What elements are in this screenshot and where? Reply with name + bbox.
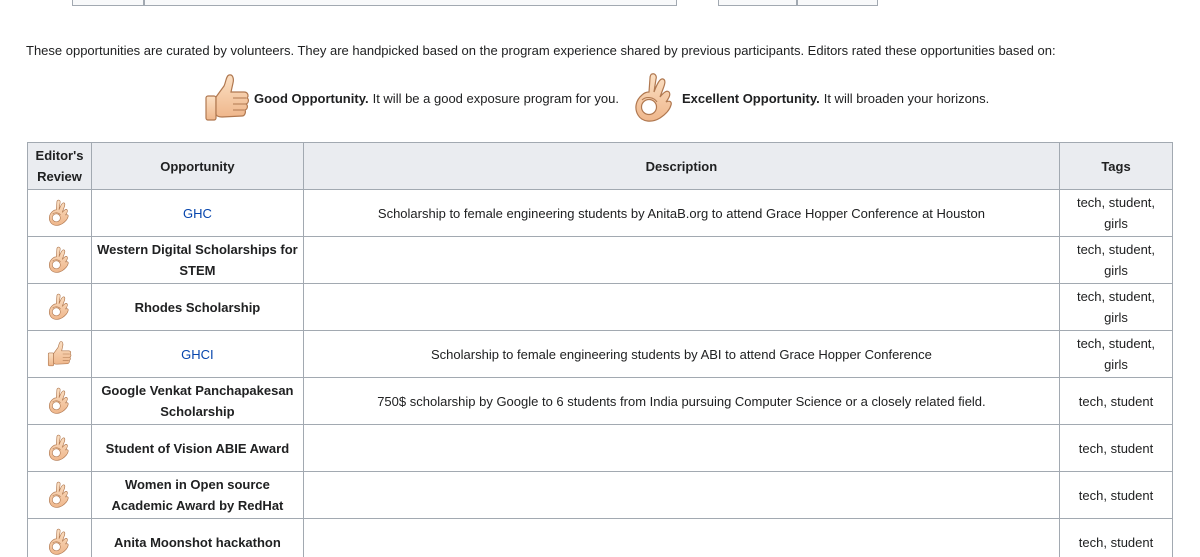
top-box-left xyxy=(72,0,677,6)
review-cell xyxy=(28,425,92,472)
header-tags[interactable]: Tags xyxy=(1060,143,1173,190)
opportunity-name: Rhodes Scholarship xyxy=(134,299,261,315)
table-row xyxy=(28,237,1173,284)
opportunity-name: Anita Moonshot hackathon xyxy=(113,534,281,550)
opportunity-cell[interactable] xyxy=(91,331,303,378)
opportunity-cell xyxy=(91,237,303,284)
opportunity-cell xyxy=(91,472,303,519)
opportunity-link[interactable]: GHCI xyxy=(181,346,214,362)
description-cell: 750$ scholarship by Google to 6 students from India pursuing Computer Science or a closely related field. xyxy=(303,378,1059,425)
legend-good xyxy=(202,68,619,128)
review-cell xyxy=(28,472,92,519)
ok-hand-icon xyxy=(46,245,72,275)
legend-good-text: It will be a good exposure program for you. xyxy=(372,90,619,106)
header-review-line2: Review xyxy=(37,169,82,184)
header-review-line1: Editor's xyxy=(35,148,84,163)
review-cell xyxy=(28,331,92,378)
opportunity-cell xyxy=(91,378,303,425)
opportunity-name: Google Venkat Panchapakesan Scholarship xyxy=(101,383,294,419)
header-opportunity[interactable]: Opportunity xyxy=(91,143,303,190)
legend-good-title: Good Opportunity. xyxy=(254,90,369,106)
table-row xyxy=(28,425,1173,472)
opportunity-link[interactable]: GHC xyxy=(182,205,212,221)
opportunity-name: Western Digital Scholarships for STEM xyxy=(97,242,298,278)
review-cell xyxy=(28,284,92,331)
description-cell xyxy=(303,472,1059,519)
table-row xyxy=(28,519,1173,557)
opportunity-cell xyxy=(91,284,303,331)
description-cell xyxy=(303,425,1059,472)
thumbs-up-icon xyxy=(46,339,72,369)
tags-cell: tech, student xyxy=(1060,519,1173,557)
tags-cell: tech, student, girls xyxy=(1060,284,1173,331)
top-tab-strip xyxy=(0,0,1200,6)
ok-hand-icon xyxy=(46,433,72,463)
top-box-divider-2 xyxy=(796,0,798,6)
description-cell xyxy=(303,284,1059,331)
review-cell xyxy=(28,237,92,284)
legend-excellent xyxy=(630,68,989,128)
ok-hand-icon xyxy=(46,527,72,557)
ok-hand-icon xyxy=(630,70,678,126)
header-description[interactable]: Description xyxy=(303,143,1059,190)
review-cell xyxy=(28,519,92,557)
ok-hand-icon xyxy=(46,292,72,322)
intro-text: These opportunities are curated by volunteers. They are handpicked based on the program experience shared by previous participants. Editors rated these opportunities based on: xyxy=(26,43,1056,58)
top-box-right xyxy=(718,0,878,6)
review-cell xyxy=(28,190,92,237)
ok-hand-icon xyxy=(46,198,72,228)
tags-cell: tech, student xyxy=(1060,425,1173,472)
review-cell xyxy=(28,378,92,425)
opportunities-table xyxy=(27,142,1173,557)
legend-excellent-text: It will broaden your horizons. xyxy=(823,90,990,106)
thumbs-up-icon xyxy=(202,70,250,126)
table-row xyxy=(28,378,1173,425)
top-box-divider xyxy=(143,0,145,6)
opportunity-cell[interactable] xyxy=(91,190,303,237)
ok-hand-icon xyxy=(46,480,72,510)
tags-cell: tech, student, girls xyxy=(1060,237,1173,284)
description-cell xyxy=(303,237,1059,284)
table-row xyxy=(28,284,1173,331)
table-row xyxy=(28,190,1173,237)
opportunity-cell xyxy=(91,425,303,472)
opportunity-cell xyxy=(91,519,303,557)
opportunity-name: Women in Open source Academic Award by RedHat xyxy=(111,477,284,513)
ok-hand-icon xyxy=(46,386,72,416)
tags-cell: tech, student, girls xyxy=(1060,190,1173,237)
opportunity-name: Student of Vision ABIE Award xyxy=(105,440,290,456)
description-cell: Scholarship to female engineering students by ABI to attend Grace Hopper Conference xyxy=(303,331,1059,378)
tags-cell: tech, student xyxy=(1060,378,1173,425)
legend-excellent-title: Excellent Opportunity. xyxy=(682,90,820,106)
tags-cell: tech, student, girls xyxy=(1060,331,1173,378)
table-row xyxy=(28,472,1173,519)
header-editors-review[interactable] xyxy=(28,143,92,190)
tags-cell: tech, student xyxy=(1060,472,1173,519)
table-header-row xyxy=(28,143,1173,190)
rating-legend xyxy=(0,68,1200,128)
table-row xyxy=(28,331,1173,378)
description-cell xyxy=(303,519,1059,557)
description-cell: Scholarship to female engineering students by AnitaB.org to attend Grace Hopper Conference at Houston xyxy=(303,190,1059,237)
